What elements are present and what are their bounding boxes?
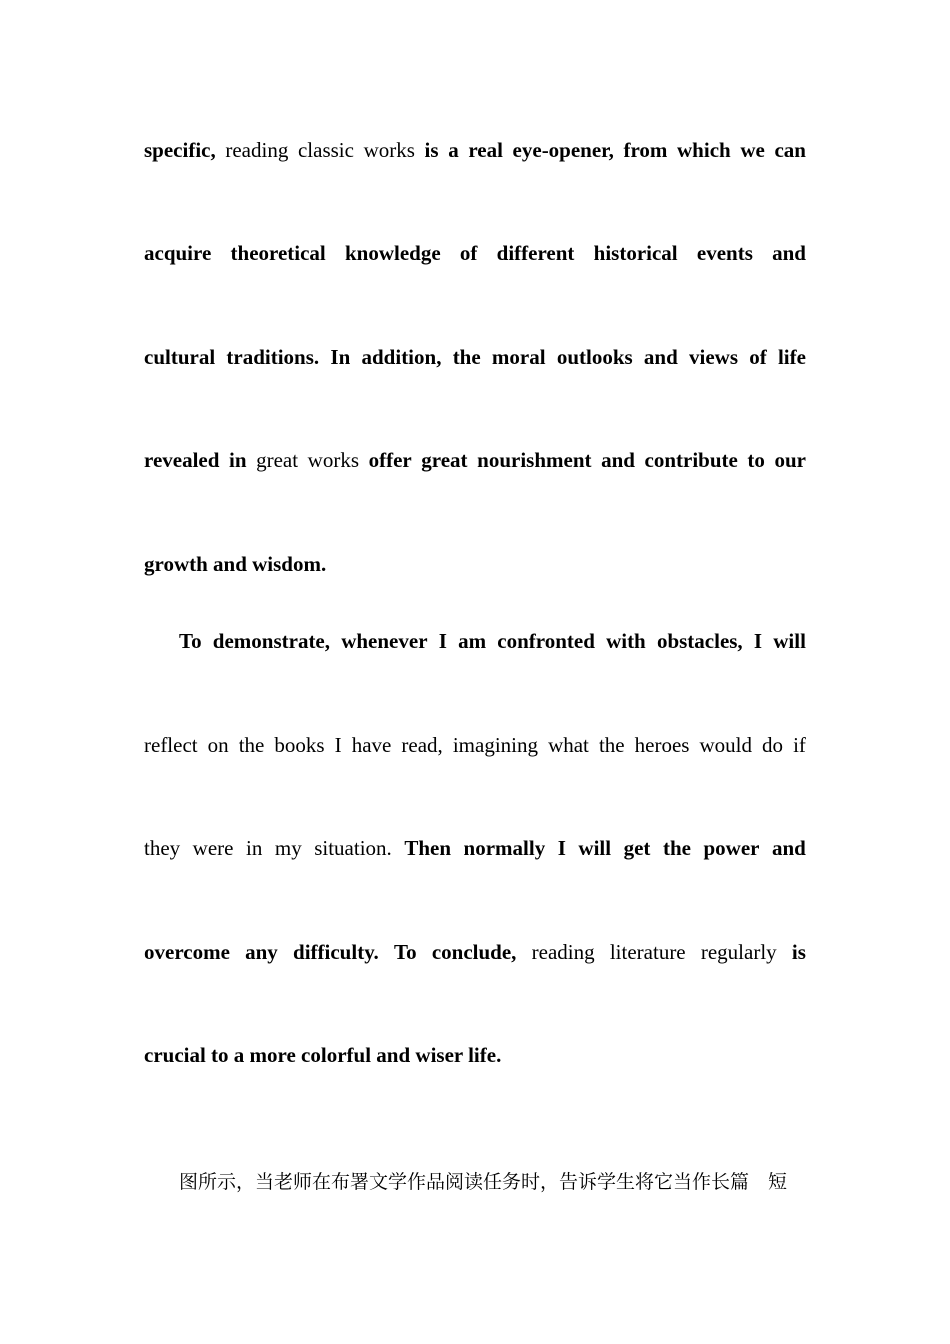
- word: Then: [404, 836, 452, 860]
- word: reading: [531, 940, 595, 964]
- word: reading: [225, 138, 289, 162]
- word: literature: [609, 940, 686, 964]
- word: demonstrate,: [212, 629, 331, 653]
- word: they: [144, 836, 181, 860]
- word: with: [606, 629, 646, 653]
- word: would: [699, 733, 752, 757]
- word: my: [274, 836, 302, 860]
- word: difficulty.: [293, 940, 379, 964]
- word: acquire: [144, 241, 212, 265]
- word: will: [773, 629, 806, 653]
- word: nourishment: [477, 448, 592, 472]
- word: eye-opener,: [512, 138, 614, 162]
- word: is: [791, 940, 806, 964]
- word: we: [740, 138, 765, 162]
- text-line: [144, 939, 806, 965]
- word: traditions.: [226, 345, 320, 369]
- word: the: [598, 733, 625, 757]
- word: events: [696, 241, 753, 265]
- word: in: [229, 448, 247, 472]
- word: what: [548, 733, 589, 757]
- word: reflect: [144, 733, 198, 757]
- word: is: [424, 138, 439, 162]
- word: imagining: [452, 733, 539, 757]
- word: different: [496, 241, 575, 265]
- text-segment: crucial to a more colorful and wiser life.: [144, 1043, 502, 1067]
- word: get: [623, 836, 651, 860]
- word: any: [245, 940, 278, 964]
- word: In: [330, 345, 351, 369]
- word: books: [274, 733, 325, 757]
- word: do: [762, 733, 784, 757]
- word: views: [689, 345, 738, 369]
- text-line: [144, 137, 806, 163]
- word: of: [459, 241, 478, 265]
- word: in: [246, 836, 263, 860]
- word: will: [578, 836, 612, 860]
- word: great: [256, 448, 299, 472]
- word: situation.: [314, 836, 392, 860]
- word: knowledge: [345, 241, 441, 265]
- text-line: [144, 344, 806, 370]
- word: works: [307, 448, 359, 472]
- word: real: [468, 138, 503, 162]
- text-line: [144, 1042, 806, 1068]
- text-line: [144, 732, 806, 758]
- word: and: [643, 345, 678, 369]
- word: and: [772, 241, 806, 265]
- word: works: [363, 138, 415, 162]
- word: have: [351, 733, 392, 757]
- word: from: [623, 138, 668, 162]
- word: To: [394, 940, 417, 964]
- word: and: [601, 448, 635, 472]
- word: addition,: [361, 345, 442, 369]
- word: whenever: [341, 629, 428, 653]
- word: theoretical: [230, 241, 326, 265]
- word: confronted: [497, 629, 595, 653]
- word: offer: [368, 448, 412, 472]
- word: the: [238, 733, 265, 757]
- word: normally: [463, 836, 546, 860]
- chinese-footer-text: 图所示，当老师在布署文学作品阅读任务时，告诉学生将它当作长篇 短: [179, 1171, 788, 1193]
- word: To: [179, 629, 202, 653]
- word: classic: [297, 138, 354, 162]
- word: a: [448, 138, 459, 162]
- word: the: [452, 345, 481, 369]
- text-segment: growth and wisdom.: [144, 552, 327, 576]
- word: revealed: [144, 448, 220, 472]
- word: I: [753, 629, 763, 653]
- word: overcome: [144, 940, 230, 964]
- word: can: [774, 138, 806, 162]
- word: conclude,: [431, 940, 517, 964]
- word: I: [334, 733, 342, 757]
- text-line: [179, 628, 806, 654]
- word: to: [747, 448, 765, 472]
- word: outlooks: [556, 345, 633, 369]
- word: am: [458, 629, 487, 653]
- text-line: [144, 240, 806, 266]
- word: were: [192, 836, 234, 860]
- word: heroes: [634, 733, 690, 757]
- word: the: [662, 836, 691, 860]
- word: contribute: [644, 448, 738, 472]
- word: great: [421, 448, 468, 472]
- text-line: [144, 551, 806, 577]
- word: regularly: [700, 940, 777, 964]
- word: life: [777, 345, 806, 369]
- text-line: [144, 447, 806, 473]
- word: specific,: [144, 138, 216, 162]
- word: on: [207, 733, 229, 757]
- word: which: [677, 138, 731, 162]
- word: of: [749, 345, 767, 369]
- word: historical: [593, 241, 678, 265]
- word: power: [703, 836, 760, 860]
- word: cultural: [144, 345, 216, 369]
- word: if: [793, 733, 806, 757]
- word: obstacles,: [656, 629, 743, 653]
- word: moral: [491, 345, 546, 369]
- word: read,: [401, 733, 443, 757]
- text-line: [144, 835, 806, 861]
- word: I: [557, 836, 566, 860]
- word: our: [774, 448, 806, 472]
- word: and: [771, 836, 806, 860]
- word: I: [438, 629, 447, 653]
